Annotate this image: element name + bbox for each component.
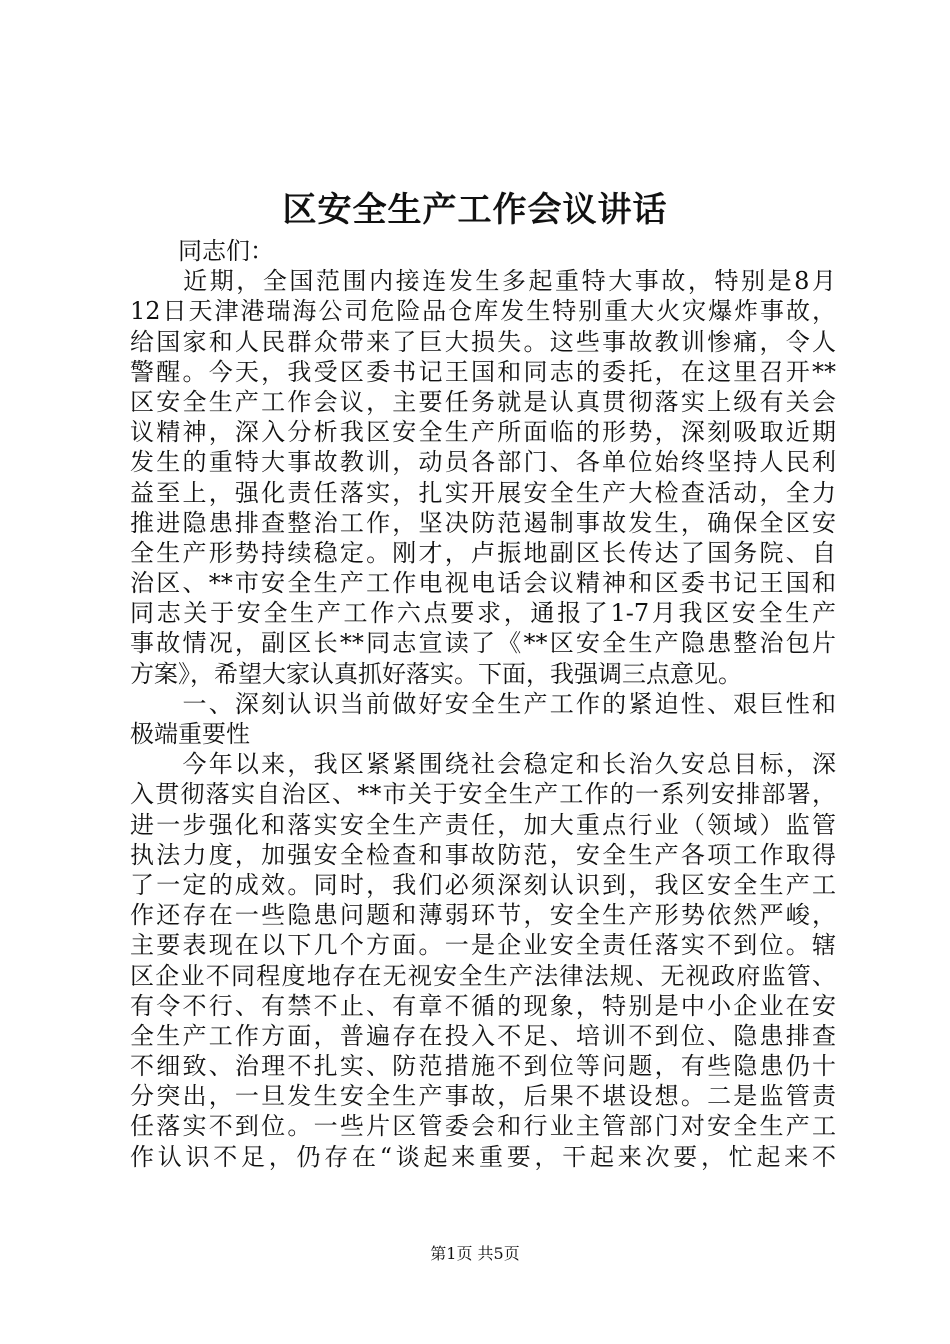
body-line: 推进隐患排查整治工作，坚决防范遏制事故发生，确保全区安 bbox=[130, 508, 836, 537]
body-line: 入贯彻落实自治区、**市关于安全生产工作的一系列安排部署， bbox=[130, 780, 836, 809]
body-line: 作还存在一些隐患问题和薄弱环节，安全生产形势依然严峻， bbox=[130, 901, 836, 930]
body-line: 益至上，强化责任落实，扎实开展安全生产大检查活动，全力 bbox=[130, 478, 836, 507]
document-body bbox=[130, 236, 836, 1172]
body-line: 主要表现在以下几个方面。一是企业安全责任落实不到位。辖 bbox=[130, 931, 836, 960]
body-line: 12日天津港瑞海公司危险品仓库发生特别重大火灾爆炸事故， bbox=[130, 297, 836, 326]
body-line: 有令不行、有禁不止、有章不循的现象，特别是中小企业在安 bbox=[130, 991, 836, 1020]
body-line: 事故情况，副区长**同志宣读了《**区安全生产隐患整治包片 bbox=[130, 629, 836, 658]
body-line: 全生产工作方面，普遍存在投入不足、培训不到位、隐患排查 bbox=[130, 1021, 836, 1050]
body-line: 同志们： bbox=[130, 237, 274, 265]
body-line: 区企业不同程度地存在无视安全生产法律法规、无视政府监管、 bbox=[130, 961, 836, 990]
body-line: 了一定的成效。同时，我们必须深刻认识到，我区安全生产工 bbox=[130, 870, 836, 899]
body-line: 给国家和人民群众带来了巨大损失。这些事故教训惨痛，令人 bbox=[130, 327, 836, 356]
body-line: 今年以来，我区紧紧围绕社会稳定和长治久安总目标，深 bbox=[130, 750, 836, 779]
body-line: 区安全生产工作会议，主要任务就是认真贯彻落实上级有关会 bbox=[130, 387, 836, 416]
document-title: 区安全生产工作会议讲话 bbox=[282, 190, 668, 230]
body-line: 任落实不到位。一些片区管委会和行业主管部门对安全生产工 bbox=[130, 1112, 836, 1141]
body-line: 治区、**市安全生产工作电视电话会议精神和区委书记王国和 bbox=[130, 569, 836, 598]
body-line: 警醒。今天，我受区委书记王国和同志的委托，在这里召开** bbox=[130, 357, 836, 386]
body-line: 不细致、治理不扎实、防范措施不到位等问题，有些隐患仍十 bbox=[130, 1052, 836, 1081]
page-footer: 第1页 共5页 bbox=[430, 1244, 520, 1263]
section-heading-line: 极端重要性 bbox=[130, 720, 250, 748]
body-line: 作认识不足，仍存在“谈起来重要，干起来次要，忙起来不 bbox=[130, 1142, 836, 1171]
section-heading-line: 一、深刻认识当前做好安全生产工作的紧迫性、艰巨性和 bbox=[130, 689, 836, 718]
body-line: 全生产形势持续稳定。刚才，卢振地副区长传达了国务院、自 bbox=[130, 538, 836, 567]
body-line: 进一步强化和落实安全生产责任，加大重点行业（领域）监管 bbox=[130, 810, 836, 839]
body-line: 方案》，希望大家认真抓好落实。下面，我强调三点意见。 bbox=[130, 659, 742, 688]
body-line: 发生的重特大事故教训，动员各部门、各单位始终坚持人民利 bbox=[130, 448, 836, 477]
body-line: 执法力度，加强安全检查和事故防范，安全生产各项工作取得 bbox=[130, 840, 836, 869]
body-line: 同志关于安全生产工作六点要求，通报了1-7月我区安全生产 bbox=[130, 599, 836, 628]
body-line: 近期，全国范围内接连发生多起重特大事故，特别是8月 bbox=[130, 267, 836, 296]
body-line: 议精神，深入分析我区安全生产所面临的形势，深刻吸取近期 bbox=[130, 418, 836, 447]
body-line: 分突出，一旦发生安全生产事故，后果不堪设想。二是监管责 bbox=[130, 1082, 836, 1111]
